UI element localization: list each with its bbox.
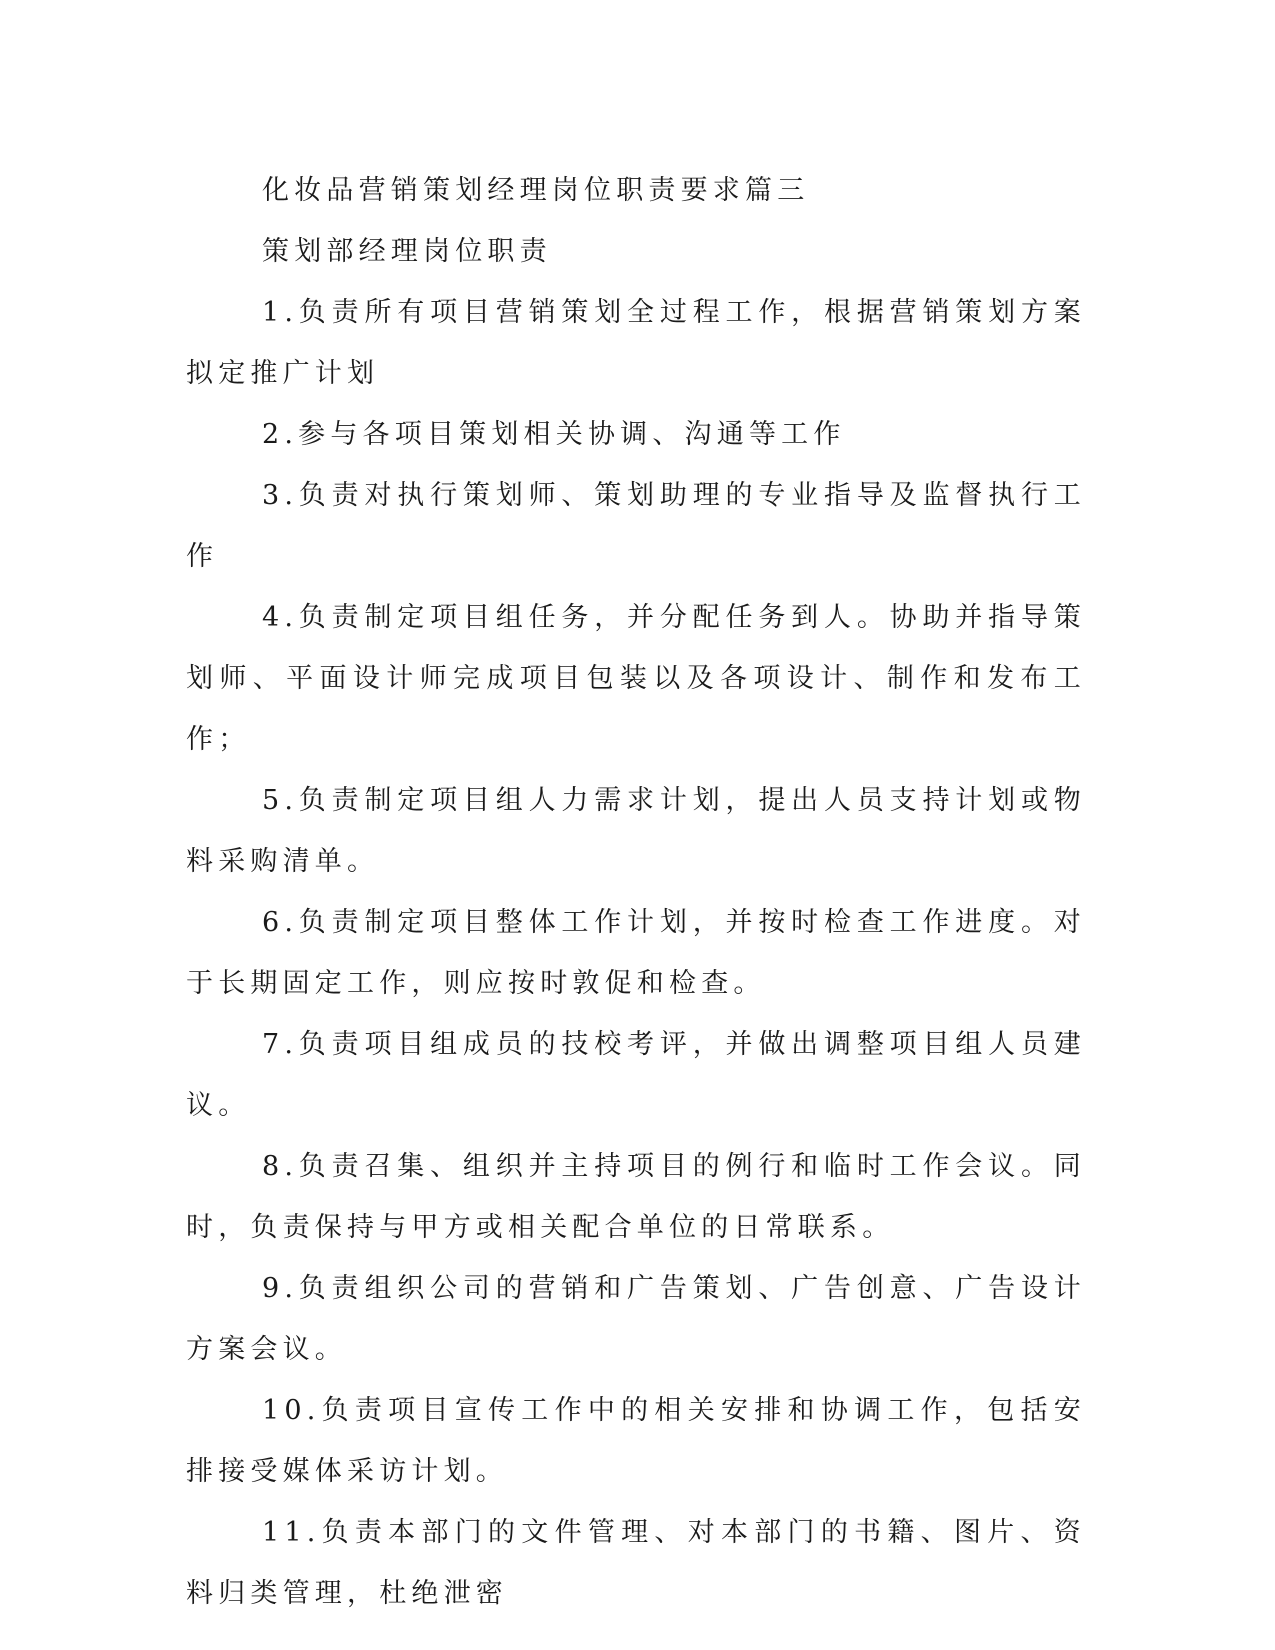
duty-item-1: 1.负责所有项目营销策划全过程工作，根据营销策划方案拟定推广计划 [186, 297, 1086, 389]
duty-item-5: 5.负责制定项目组人力需求计划，提出人员支持计划或物料采购清单。 [186, 785, 1086, 877]
duty-item-7: 7.负责项目组成员的技校考评，并做出调整项目组人员建议。 [186, 1029, 1086, 1121]
duty-item-3: 3.负责对执行策划师、策划助理的专业指导及监督执行工作 [186, 480, 1086, 572]
duty-item-8: 8.负责召集、组织并主持项目的例行和临时工作会议。同时，负责保持与甲方或相关配合单位的日常联系。 [186, 1151, 1086, 1243]
duty-item-4: 4.负责制定项目组任务，并分配任务到人。协助并指导策划师、平面设计师完成项目包装以及各项设计、制作和发布工作； [186, 602, 1086, 755]
document-title: 化妆品营销策划经理岗位职责要求篇三 [262, 175, 810, 206]
duty-item-2: 2.参与各项目策划相关协调、沟通等工作 [262, 419, 846, 450]
duty-item-11: 11.负责本部门的文件管理、对本部门的书籍、图片、资料归类管理，杜绝泄密 [186, 1517, 1086, 1609]
duty-item-6: 6.负责制定项目整体工作计划，并按时检查工作进度。对于长期固定工作，则应按时敦促和检查。 [186, 907, 1086, 999]
document-body [186, 160, 1086, 1624]
section-title: 策划部经理岗位职责 [262, 236, 552, 267]
duty-item-9: 9.负责组织公司的营销和广告策划、广告创意、广告设计方案会议。 [186, 1273, 1086, 1365]
duty-item-10: 10.负责项目宣传工作中的相关安排和协调工作，包括安排接受媒体采访计划。 [186, 1395, 1086, 1487]
